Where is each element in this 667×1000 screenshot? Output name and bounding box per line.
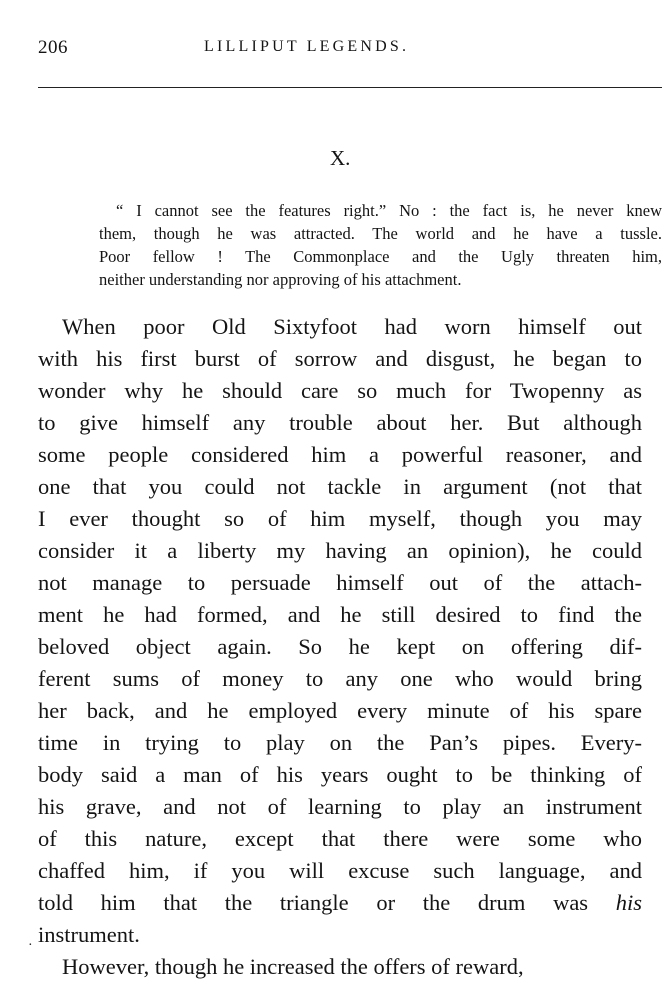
body-line: some people considered him a powerful reasoner, and (38, 442, 642, 467)
summary-line: Poor fellow ! The Commonplace and the Ugly threaten him, (99, 247, 662, 266)
body-line: I ever thought so of him myself, though you may (38, 506, 642, 531)
body-line: wonder why he should care so much for Twopenny as (38, 378, 642, 403)
summary-line: them, though he was attracted. The world and he have a tussle. (99, 224, 662, 243)
print-mark: · (28, 938, 33, 953)
body-line: However, though he increased the offers of reward, (62, 954, 524, 979)
body-line: chaffed him, if you will excuse such language, and (38, 858, 642, 883)
body-line: of this nature, except that there were some who (38, 826, 642, 851)
body-line: one that you could not tackle in argument (not that (38, 474, 642, 499)
body-line: ment he had formed, and he still desired to find the (38, 602, 642, 627)
body-line: consider it a liberty my having an opinion), he could (38, 538, 642, 563)
body-line: ferent sums of money to any one who would bring (38, 666, 642, 691)
body-line-text: told him that the triangle or the drum was (38, 890, 589, 915)
summary-line: “ I cannot see the features right.” No : the fact is, he never knew (116, 201, 662, 220)
running-head: LILLIPUT LEGENDS. (204, 38, 410, 55)
italic-word: his (615, 890, 643, 915)
body-line: his grave, and not of learning to play an instrument (38, 794, 642, 819)
header-rule (38, 87, 662, 88)
body-line: instrument. (38, 922, 140, 947)
body-line: When poor Old Sixtyfoot had worn himself out (62, 314, 642, 339)
chapter-number: X. (330, 146, 351, 170)
body-line: body said a man of his years ought to be thinking of (38, 762, 642, 787)
body-line-with-italic (38, 887, 642, 919)
body-line: beloved object again. So he kept on offering dif- (38, 634, 642, 659)
page-number: 206 (38, 37, 68, 58)
chapter-summary (99, 199, 662, 291)
body-line: her back, and he employed every minute of his spare (38, 698, 642, 723)
body-line: not manage to persuade himself out of the attach- (38, 570, 642, 595)
body-line: with his first burst of sorrow and disgust, he began to (38, 346, 642, 371)
summary-line: neither understanding nor approving of his attachment. (99, 270, 462, 289)
body-text (38, 311, 642, 983)
body-line: to give himself any trouble about her. But although (38, 410, 642, 435)
body-line: time in trying to play on the Pan’s pipes. Every- (38, 730, 642, 755)
